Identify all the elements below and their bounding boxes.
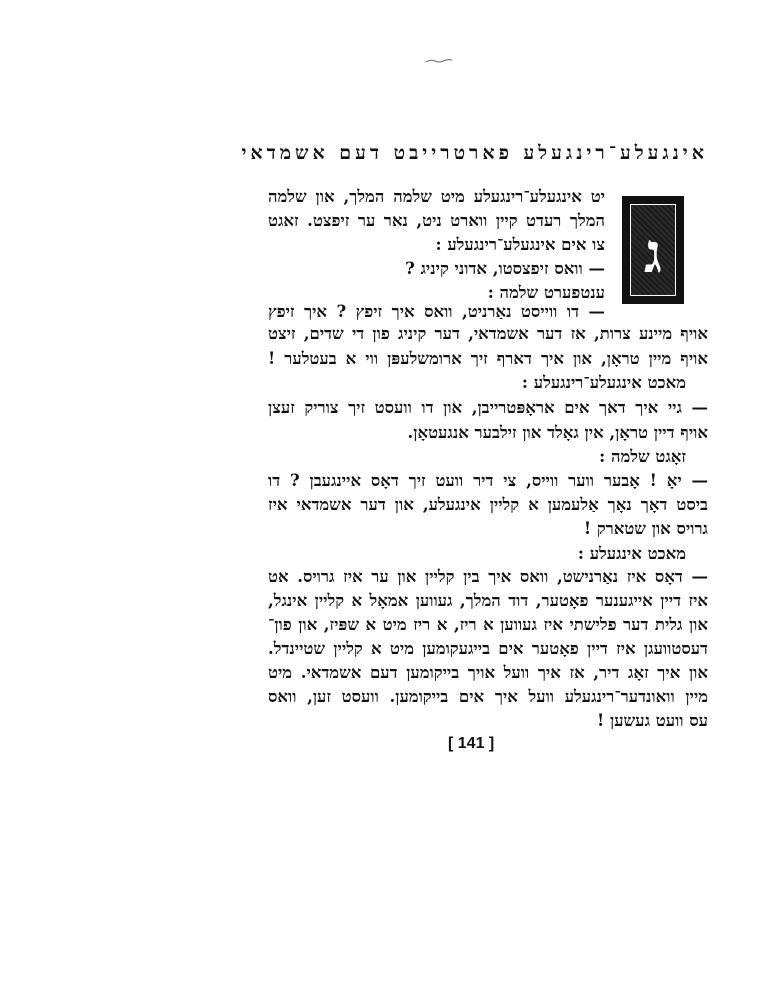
text-line: — יאָ ! אָבער ווער ווייס, צי דיר וועט זיך דאָס איינגעבן ? דו: [268, 471, 708, 490]
text-line: זאָגט שלמה :: [599, 447, 686, 466]
text-line: גרויס און שטארק !: [583, 519, 708, 538]
drop-cap-letter: ג: [644, 221, 662, 285]
text-line: מאכט אינגעלע :: [577, 544, 686, 563]
text-line: איז דיין אייגענער פאָטער, דוד המלך, געווען אמאָל א קליין אינגל,: [268, 591, 708, 610]
text-line: — וואס זיפצסטו, אדוני קיניג ?: [405, 259, 605, 278]
text-line: ענטפערט שלמה :: [487, 283, 605, 302]
text-line: יט אינגעלע־רינגעלע מיט שלמה המלך, און שלמה: [268, 187, 605, 206]
text-line: אויף מיינע צרות, אז דער אשמדאי, דער קיניג פון די שדים, זיצט: [268, 324, 708, 343]
text-line: ביסט דאָך נאָך אַלעמען א קליין אינגעלע, און דער אשמדאי איז: [268, 495, 708, 514]
text-line: אויף מיין טראָן, און איך דארף זיך ארומשלעפּן ווי א בעטלער !: [268, 349, 708, 368]
text-line: המלך רעדט קיין ווארט ניט, נאר ער זיפצט. זאגט: [268, 211, 605, 230]
text-line: דעסטוועגן איז דיין פאָטער אים בייגעקומען מיט א קליין שטיינדל.: [268, 639, 708, 658]
text-line: מאכט אינגעלע־רינגעלע :: [521, 373, 686, 392]
text-line: עס וועט געשען !: [597, 711, 708, 730]
text-line: צו אים אינגעלע־רינגעלע :: [435, 235, 605, 254]
text-line: — דאָס איז נאַרנישט, וואס איך בין קליין און ער איז גרויס. אט: [268, 567, 708, 586]
text-line: — דו ווייסט נאַרניט, וואס איך זיפץ ? איך זיפץ: [268, 302, 605, 321]
text-line: מיין וואונדער־רינגעלע וועל איך אים בייקומען. וועסט זען, וואס: [268, 687, 708, 706]
page-number: [ 141 ]: [448, 735, 495, 752]
print-smudge: [425, 58, 453, 64]
drop-cap-ornament: [622, 196, 684, 304]
drop-cap-frame: [630, 204, 676, 296]
text-line: אויף דיין טראָן, אין גאָלד און זילבער אנגעטאָן.: [407, 423, 708, 442]
text-line: — גיי איך דאך אים אראָפּטרייבן, און דו וועסט זיך צוריק זעצן: [268, 398, 708, 417]
chapter-title: אינגעלע־רינגעלע פארטרייבט דעם אשמדאי: [241, 142, 708, 164]
text-line: און גלית דער פלישתי איז געווען א ריז, א ריז מיט א שפּיז, און פון־: [268, 615, 708, 634]
text-line: און איך זאָג דיר, אז איך וועל אויך בייקומען דעם אשמדאי. מיט: [268, 663, 708, 682]
